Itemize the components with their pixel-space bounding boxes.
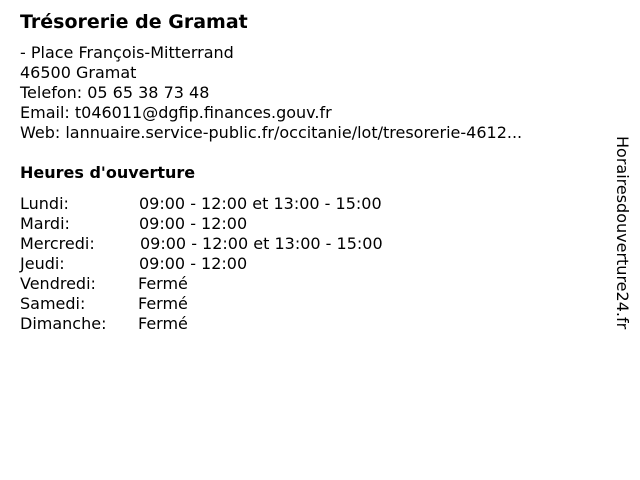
time-value: 09:00 - 12:00 et 13:00 - 15:00	[139, 194, 382, 213]
day-label: Jeudi:	[20, 254, 65, 273]
email-line: Email: t046011@dgfip.finances.gouv.fr	[20, 103, 332, 122]
site-watermark: Horairesdouverture24.fr	[613, 136, 632, 330]
time-value: Fermé	[138, 274, 188, 293]
web-line: Web: lannuaire.service-public.fr/occitanie/lot/tresorerie-4612...	[20, 123, 523, 142]
time-value: 09:00 - 12:00	[139, 254, 248, 273]
day-label: Mercredi:	[20, 234, 95, 253]
page-title: Trésorerie de Gramat	[20, 11, 248, 33]
day-label: Lundi:	[20, 194, 69, 213]
time-value: 09:00 - 12:00	[139, 214, 248, 233]
address-line: - Place François-Mitterrand	[20, 43, 234, 62]
day-label: Vendredi:	[20, 274, 96, 293]
contact-block	[20, 43, 522, 143]
phone-line: Telefon: 05 65 38 73 48	[20, 83, 210, 102]
time-value: Fermé	[138, 314, 188, 333]
time-value: 09:00 - 12:00 et 13:00 - 15:00	[140, 234, 383, 253]
day-label: Dimanche:	[20, 314, 107, 333]
time-value: Fermé	[138, 294, 188, 313]
postal-city: 46500 Gramat	[20, 63, 137, 82]
day-label: Mardi:	[20, 214, 70, 233]
hours-heading: Heures d'ouverture	[20, 163, 196, 182]
day-label: Samedi:	[20, 294, 86, 313]
